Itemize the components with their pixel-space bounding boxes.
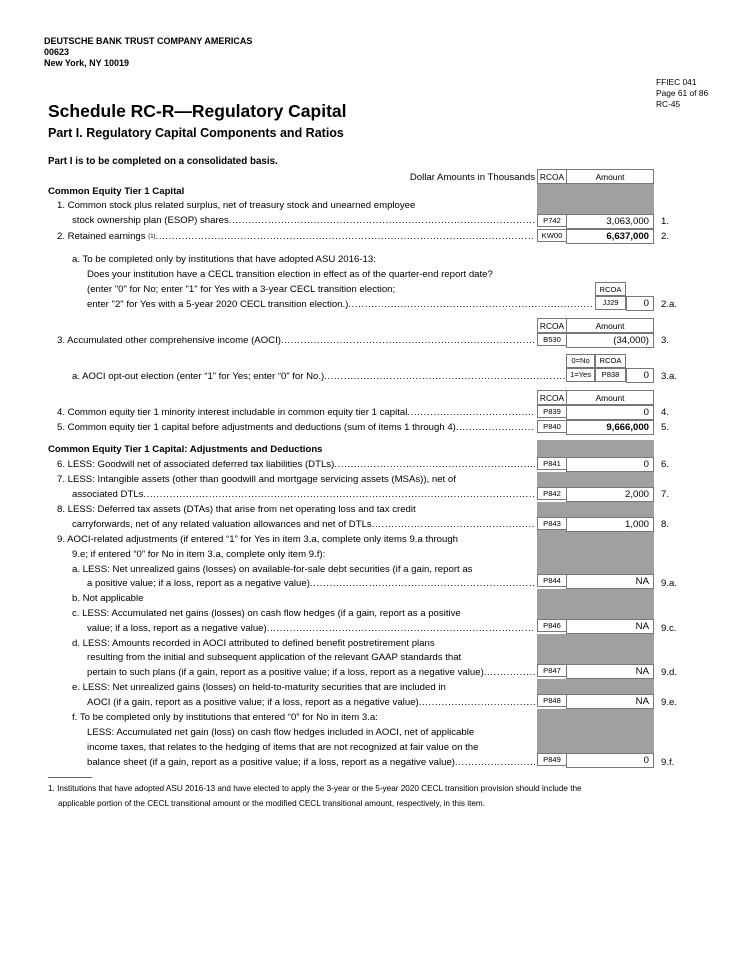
- page-title: Schedule RC-R—Regulatory Capital: [48, 101, 347, 121]
- shaded-block: [537, 184, 654, 215]
- item1-line2: stock ownership plan (ESOP) shares .....: [72, 214, 535, 228]
- section-cet1: Common Equity Tier 1 Capital: [48, 186, 185, 197]
- item3a-rcoa-header: RCOA: [595, 354, 626, 368]
- item9f-number: 9.f.: [661, 757, 675, 768]
- item3a-amount[interactable]: 0: [626, 368, 654, 383]
- item9d-code: P847: [537, 664, 567, 677]
- units-label: Dollar Amounts in Thousands: [409, 172, 535, 183]
- item1-code: P742: [537, 214, 567, 227]
- item3-line: 3. Accumulated other comprehensive income (AOCI) .....: [57, 334, 535, 348]
- item9d-line3: pertain to such plans (if a gain, report as a positive value; if a loss, report as a negative value) .....: [87, 666, 535, 680]
- item2-number: 2.: [661, 231, 670, 242]
- rcoa-header: RCOA: [537, 169, 567, 184]
- page-number: Page 61 of 86: [656, 88, 709, 98]
- item9d-number: 9.d.: [661, 667, 678, 678]
- item7-amount[interactable]: 2,000: [566, 487, 654, 502]
- item9c-line1: c. LESS: Accumulated net gains (losses) on cash flow hedges (if a gain, report as a positive: [72, 608, 461, 619]
- item9a-line2: a positive value; if a loss, report as a negative value) .....: [87, 577, 535, 591]
- item9c-line2: value; if a loss, report as a negative value) .....: [87, 622, 535, 636]
- item9-line1: 9. AOCI-related adjustments (if entered “1” for Yes in item 3.a, complete only items 9.a through: [57, 534, 459, 545]
- item9a-line1: a. LESS: Net unrealized gains (losses) on available-for-sale debt securities (if a gain, report as: [72, 564, 473, 575]
- item2a-amount[interactable]: 0: [626, 296, 654, 311]
- item9e-line1: e. LESS: Net unrealized gains (losses) on held-to-maturity securities that are included in: [72, 682, 446, 693]
- intro-text: Part I is to be completed on a consolidated basis.: [48, 156, 278, 167]
- shaded-block: [537, 530, 654, 574]
- item4-line: 4. Common equity tier 1 minority interest includable in common equity tier 1 capital .....: [57, 406, 535, 420]
- item5-amount[interactable]: 9,666,000: [566, 420, 654, 435]
- item6-number: 6.: [661, 459, 670, 470]
- shaded-block: [537, 634, 654, 664]
- footnote-ref: (1): [148, 234, 156, 240]
- item1-line1: 1. Common stock plus related surplus, net of treasury stock and unearned employee: [57, 200, 416, 211]
- item2a-rcoa-header: RCOA: [595, 282, 626, 296]
- bank-location: New York, NY 10019: [44, 58, 130, 68]
- item2-code: KW00: [537, 229, 567, 242]
- bank-id: 00623: [44, 47, 70, 57]
- item9a-amount[interactable]: NA: [566, 574, 654, 589]
- item2a-line1: a. To be completed only by institutions that have adopted ASU 2016-13:: [72, 254, 376, 265]
- item9f-line2: LESS: Accumulated net gain (loss) on cash flow hedges included in AOCI, net of applicable: [87, 727, 475, 738]
- item9c-code: P846: [537, 619, 567, 632]
- bank-name: DEUTSCHE BANK TRUST COMPANY AMERICAS: [44, 36, 253, 46]
- page-subtitle: Part I. Regulatory Capital Components and Ratios: [48, 126, 344, 140]
- item3-code: B530: [537, 333, 567, 346]
- item1-number: 1.: [661, 216, 670, 227]
- shaded-block: [537, 502, 654, 517]
- item9c-amount[interactable]: NA: [566, 619, 654, 634]
- no-option-label: 0=No: [566, 354, 595, 368]
- item9f-code: P849: [537, 753, 567, 766]
- shaded-block: [537, 440, 654, 457]
- item3-number: 3.: [661, 335, 670, 346]
- item7-number: 7.: [661, 489, 670, 500]
- item9d-line2: resulting from the initial and subsequent application of the relevant GAAP standards that: [87, 652, 462, 663]
- shaded-block: [537, 679, 654, 694]
- item5-line: 5. Common equity tier 1 capital before adjustments and deductions (sum of items 1 through 4) .....: [57, 421, 535, 435]
- footnote-line2: applicable portion of the CECL transitional amount or the modified CECL transitional amount, respectively, in this item.: [58, 799, 486, 808]
- item2-line: 2. Retained earnings $^{(1)}$ .....: [57, 230, 535, 244]
- footnote-rule: [48, 777, 92, 778]
- item9a-number: 9.a.: [661, 578, 678, 589]
- item7-code: P842: [537, 487, 567, 500]
- item9f-line1: f. To be completed only by institutions that entered “0” for No in item 3.a:: [72, 712, 378, 723]
- shaded-block: [537, 472, 654, 487]
- item9f-line3: income taxes, that relates to the hedging of items that are not recognized at fair value on the: [87, 742, 479, 753]
- item2a-number: 2.a.: [661, 299, 678, 310]
- form-number: FFIEC 041: [656, 77, 697, 87]
- item3a-line: a. AOCI opt-out election (enter “1” for Yes; enter “0” for No.) .....: [72, 370, 565, 384]
- item2a-line2: Does your institution have a CECL transition election in effect as of the quarter-end report date?: [87, 269, 493, 280]
- item9c-number: 9.c.: [661, 623, 677, 634]
- item2a-line3: (enter "0" for No; enter "1" for Yes with a 3-year CECL transition election;: [87, 284, 396, 295]
- item5-number: 5.: [661, 422, 670, 433]
- item6-amount[interactable]: 0: [566, 457, 654, 472]
- item3-amount-header: Amount: [566, 318, 654, 333]
- item3a-number: 3.a.: [661, 371, 678, 382]
- item2a-code: JJ29: [595, 296, 626, 310]
- amount-header: Amount: [566, 169, 654, 184]
- item4-rcoa-header: RCOA: [537, 390, 567, 405]
- item9-line2: 9.e; if entered “0” for No in item 3.a, complete only item 9.f):: [72, 549, 326, 560]
- item3a-code: P838: [595, 368, 626, 382]
- item3-amount[interactable]: (34,000): [566, 333, 654, 348]
- item6-line: 6. LESS: Goodwill net of associated deferred tax liabilities (DTLs) .....: [57, 458, 535, 472]
- item9d-line1: d. LESS: Amounts recorded in AOCI attributed to defined benefit postretirement plans: [72, 638, 435, 649]
- item7-line1: 7. LESS: Intangible assets (other than goodwill and mortgage servicing assets (MSAs)), net of: [57, 474, 456, 485]
- item8-line1: 8. LESS: Deferred tax assets (DTAs) that arise from net operating loss and tax credit: [57, 504, 416, 515]
- section-adjustments: Common Equity Tier 1 Capital: Adjustments and Deductions: [48, 444, 323, 455]
- item9f-amount[interactable]: 0: [566, 753, 654, 768]
- item4-amount[interactable]: 0: [566, 405, 654, 420]
- shaded-block: [537, 589, 654, 619]
- item9e-code: P848: [537, 694, 567, 707]
- item4-number: 4.: [661, 407, 670, 418]
- item3-rcoa-header: RCOA: [537, 318, 567, 333]
- item8-line2: carryforwards, net of any related valuation allowances and net of DTLs .....: [72, 518, 535, 532]
- item9f-line4: balance sheet (if a gain, report as a positive value; if a loss, report as a negative value) .....: [87, 756, 535, 770]
- item9d-amount[interactable]: NA: [566, 664, 654, 679]
- item4-code: P839: [537, 405, 567, 418]
- item9a-code: P844: [537, 574, 567, 587]
- item2a-line4: enter "2" for Yes with a 5-year 2020 CECL transition election.) .....: [87, 298, 594, 312]
- footnote-line1: 1. Institutions that have adopted ASU 2016-13 and have elected to apply the 3-year or the 5-year 2020 CECL transition provision should include the: [48, 784, 582, 793]
- item5-code: P840: [537, 420, 567, 433]
- item1-amount[interactable]: 3,063,000: [566, 214, 654, 229]
- item8-code: P843: [537, 517, 567, 530]
- shaded-block: [537, 709, 654, 753]
- schedule-code: RC-45: [656, 99, 681, 109]
- item9e-line2: AOCI (if a gain, report as a positive value; if a loss, report as a negative value) .....: [87, 696, 535, 710]
- item2-amount[interactable]: 6,637,000: [566, 229, 654, 244]
- item9b-line: b. Not applicable: [72, 593, 144, 604]
- item4-amount-header: Amount: [566, 390, 654, 405]
- item7-line2: associated DTLs .....: [72, 488, 535, 502]
- item6-code: P841: [537, 457, 567, 470]
- item8-number: 8.: [661, 519, 670, 530]
- yes-option-label: 1=Yes: [566, 368, 595, 382]
- item8-amount[interactable]: 1,000: [566, 517, 654, 532]
- item9e-number: 9.e.: [661, 697, 678, 708]
- item9e-amount[interactable]: NA: [566, 694, 654, 709]
